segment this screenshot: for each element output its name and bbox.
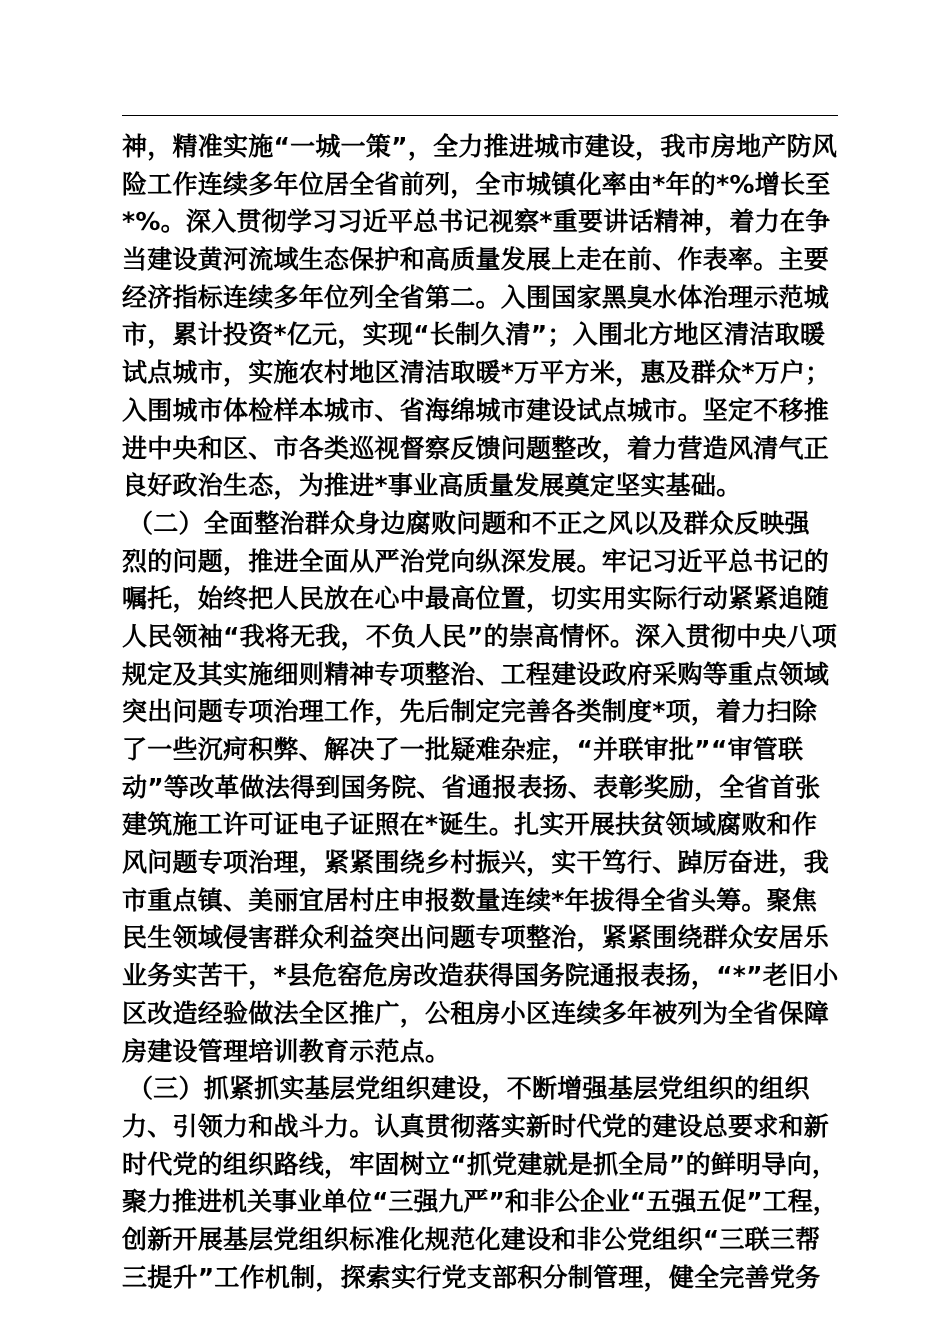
text-line: 房建设管理培训教育示范点。 bbox=[122, 1036, 451, 1066]
text-line: 业务实苦干，*县危窑危房改造获得国务院通报表扬，“*”老旧小 bbox=[122, 961, 839, 991]
text-line: 民生领域侵害群众利益突出问题专项整治，紧紧围绕群众安居乐 bbox=[122, 923, 830, 953]
text-line: 进中央和区、市各类巡视督察反馈问题整改，着力营造风清气正 bbox=[122, 433, 830, 463]
document-body bbox=[122, 128, 842, 1296]
text-line: 烈的问题，推进全面从严治党向纵深发展。牢记习近平总书记的 bbox=[122, 546, 830, 576]
text-line: 试点城市，实施农村地区清洁取暖*万平方米，惠及群众*万户； bbox=[122, 358, 831, 388]
text-line: 建筑施工许可证电子证照在*诞生。扎实开展扶贫领域腐败和作 bbox=[122, 810, 818, 840]
text-line: 人民领袖“我将无我，不负人民”的崇高情怀。深入贯彻中央八项 bbox=[122, 621, 838, 651]
text-line: 三提升”工作机制，探索实行党支部积分制管理，健全完善党务 bbox=[122, 1262, 821, 1292]
text-line: 经济指标连续多年位列全省第二。入围国家黑臭水体治理示范城 bbox=[122, 282, 830, 312]
text-line: 良好政治生态，为推进*事业高质量发展奠定坚实基础。 bbox=[122, 471, 742, 501]
text-line: 市重点镇、美丽宜居村庄申报数量连续*年拔得全省头筹。聚焦 bbox=[122, 885, 818, 915]
text-line: 区改造经验做法全区推广，公租房小区连续多年被列为全省保障 bbox=[122, 998, 830, 1028]
text-line: 险工作连续多年位居全省前列，全市城镇化率由*年的*%增长至 bbox=[122, 169, 831, 199]
text-line: 风问题专项治理，紧紧围绕乡村振兴，实干笃行、踔厉奋进，我 bbox=[122, 848, 830, 878]
text-line: 聚力推进机关事业单位“三强九严”和非公企业“五强五促”工程， bbox=[122, 1187, 838, 1217]
text-line: 当建设黄河流域生态保护和高质量发展上走在前、作表率。主要 bbox=[122, 245, 830, 275]
text-line: 规定及其实施细则精神专项整治、工程建设政府采购等重点领域 bbox=[122, 659, 830, 689]
text-line: 入围城市体检样本城市、省海绵城市建设试点城市。坚定不移推 bbox=[122, 395, 830, 425]
header-rule bbox=[122, 115, 838, 116]
text-line: 神，精准实施“一城一策”，全力推进城市建设，我市房地产防风 bbox=[122, 132, 838, 161]
text-line: 突出问题专项治理工作，先后制定完善各类制度*项，着力扫除 bbox=[122, 697, 818, 727]
text-line: 创新开展基层党组织标准化规范化建设和非公党组织“三联三帮 bbox=[122, 1224, 821, 1254]
text-line: 了一些沉疴积弊、解决了一批疑难杂症，“并联审批”“审管联 bbox=[122, 735, 804, 764]
text-line: 动”等改革做法得到国务院、省通报表扬、表彰奖励，全省首张 bbox=[122, 772, 821, 802]
paragraph-heading-line: （三）抓紧抓实基层党组织建设，不断增强基层党组织的组织 bbox=[128, 1074, 810, 1104]
text-line: 时代党的组织路线，牢固树立“抓党建就是抓全局”的鲜明导向， bbox=[122, 1149, 838, 1179]
text-line: *%。深入贯彻学习习近平总书记视察*重要讲话精神，着力在争 bbox=[122, 207, 831, 237]
text-line: 市，累计投资*亿元，实现“长制久清”；入围北方地区清洁取暖 bbox=[122, 320, 826, 350]
text-line: 力、引领力和战斗力。认真贯彻落实新时代党的建设总要求和新 bbox=[122, 1111, 830, 1141]
text-line: 嘱托，始终把人民放在心中最高位置，切实用实际行动紧紧追随 bbox=[122, 584, 830, 614]
paragraph-heading-line: （二）全面整治群众身边腐败问题和不正之风以及群众反映强 bbox=[128, 508, 810, 538]
